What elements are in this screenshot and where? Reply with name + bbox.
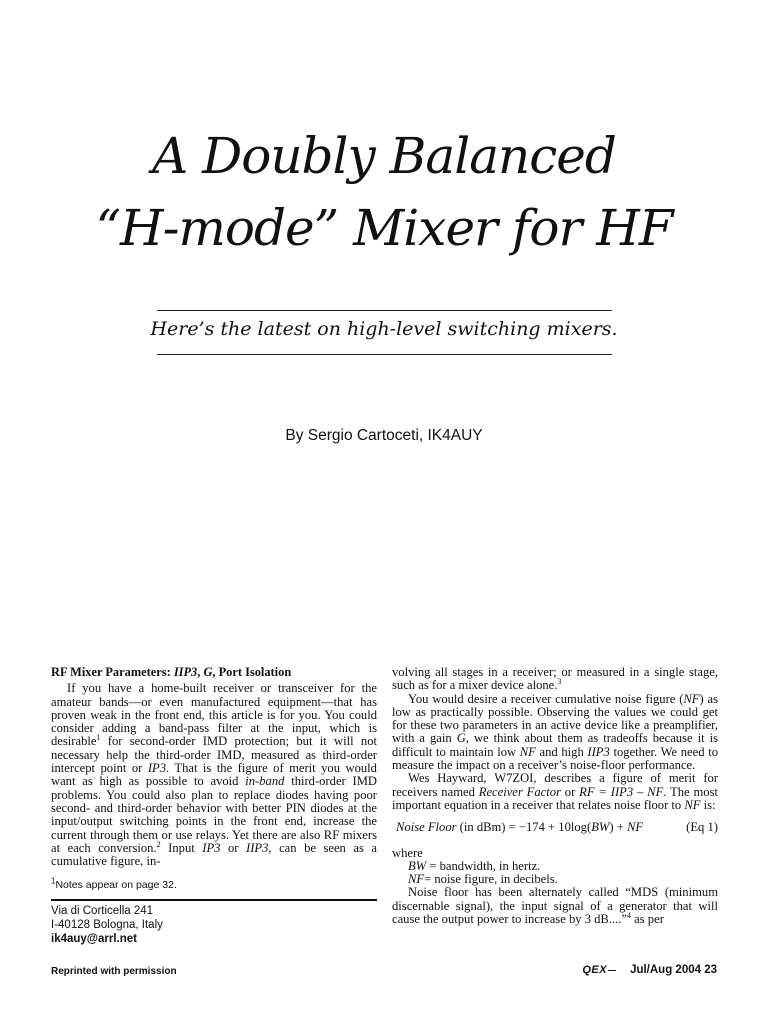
issue-page-number: Jul/Aug 2004 23 — [630, 964, 717, 976]
paragraph-receiver-factor: Wes Hayward, W7ZOI, describes a figure of merit for receivers named Receiver Factor or RF = IIP3 – NF. The most important equation in a receiver that relates noise floor to NF is: — [392, 771, 719, 812]
article-subtitle: Here’s the latest on high-level switching mixers. — [150, 318, 618, 340]
paragraph-intro: If you have a home-built receiver or transceiver for the amateur bands—or even manufactured equipment—that has proven weak in the front end, this article is for you. You could consider adding a band-pass filter at the input, which is desirable$^1$ for second-order IMD protection; but it will not necessary help the third-order IMD, measured as third-order intercept point or IP3. That is the figure of merit you would want as high as possible to avoid in-band third-order IMD problems. You could also plan to replace diodes having poor second- and third-order behavior with better PIN diodes at the input/output switching points in the front end, increase the current through them or use relays. Yet there are also RF mixers at each conversion.$^2$ Input IP3 or IIP3, can be seen as a cumulative figure, in- — [51, 681, 377, 869]
paragraph-noise-floor: Noise floor has been alternately called “MDS (minimum discernable signal), the input signal of a generator that will cause the output power to increase by 3 dB....”$^4$ as per — [392, 885, 718, 927]
title-line-2: “H-mode” Mixer for HF — [95, 199, 673, 257]
qex-logo: QEX — [582, 964, 616, 976]
paragraph-noise-figure: You would desire a receiver cumulative noise figure (NF) as low as practically possible. Observing the values we could get for these two parameters in an active device like a preamplifier, with a gain G, we think about them as tradeoffs because it is difficult to maintain low NF and high IIP3 together. We need to measure the impact on a receiver’s noise-floor performance. — [392, 691, 718, 773]
where-item-bw: BW = bandwidth, in hertz. — [408, 858, 541, 873]
equation-1 — [392, 821, 718, 834]
byline: By Sergio Cartoceti, IK4AUY — [285, 427, 483, 444]
paragraph-continued: volving all stages in a receiver; or measured in a single stage, such as for a mixer device alone.$^3$ — [392, 665, 718, 693]
article-title — [0, 120, 768, 264]
right-column — [392, 666, 718, 926]
address-rule — [51, 899, 377, 901]
left-column — [51, 666, 377, 868]
section-heading: RF Mixer Parameters: IIP3, G, Port Isolation — [51, 665, 292, 679]
where-label: where — [392, 845, 423, 860]
subtitle-top-rule — [157, 310, 612, 311]
title-line-1: A Doubly Balanced — [152, 127, 616, 185]
subtitle-bottom-rule — [157, 354, 612, 355]
address-line-2: I-40128 Bologna, Italy — [51, 919, 163, 931]
equation-number: (Eq 1) — [686, 820, 718, 835]
equation-expression: Noise Floor (in dBm) = −174 + 10log(BW) + NF — [396, 820, 644, 835]
page-folio — [582, 964, 717, 976]
footnote: $^1$Notes appear on page 32. — [51, 876, 177, 891]
reprint-notice: Reprinted with permission — [51, 966, 177, 977]
where-item-nf: NF= noise figure, in decibels. — [408, 872, 558, 887]
address-line-1: Via di Corticella 241 — [51, 905, 154, 917]
author-address — [51, 904, 163, 946]
author-email: ik4auy@arrl.net — [51, 933, 138, 945]
